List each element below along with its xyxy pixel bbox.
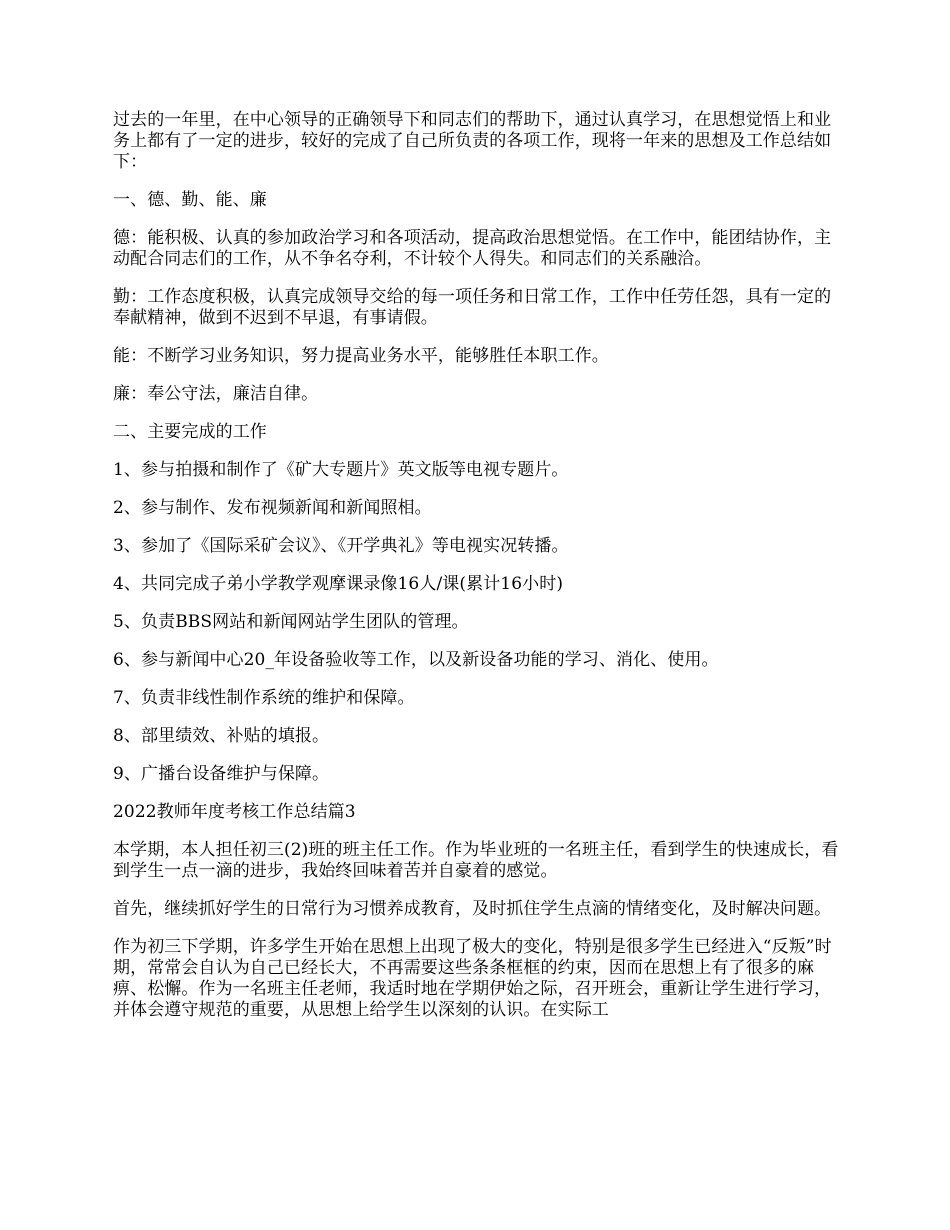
intro-paragraph: 过去的一年里，在中心领导的正确领导下和同志们的帮助下，通过认真学习，在思想觉悟上和业务上都有了一定的进步，较好的完成了自己所负责的各项工作，现将一年来的思想及工作总结如下： [113,110,832,172]
article-title: 2022教师年度考核工作总结篇3 [113,802,356,822]
list-item: 6、参与新闻中心20_年设备验收等工作，以及新设备功能的学习、消化、使用。 [113,650,719,670]
paragraph-de: 德：能积极、认真的参加政治学习和各项活动，提高政治思想觉悟。在工作中，能团结协作，主动配合同志们的工作，从不争名夺利，不计较个人得失。和同志们的关系融洽。 [113,228,832,269]
list-item: 3、参加了《国际采矿会议》、《开学典礼》等电视实况转播。 [113,536,569,556]
paragraph-neng: 能：不断学习业务知识，努力提高业务水平，能够胜任本职工作。 [113,346,609,366]
paragraph-first: 首先，继续抓好学生的日常行为习惯养成教育，及时抓住学生点滴的情绪变化，及时解决问题。 [113,899,832,919]
paragraph-semester: 作为初三下学期，许多学生开始在思想上出现了极大的变化，特别是很多学生已经进入“反叛”时期，常常会自认为自己已经长大，不再需要这些条条框框的约束，因而在思想上有了很多的麻痹、松懈。作为一名班主任老师，我适时地在学期伊始之际，召开班会，重新让学生进行学习，并体会遵守规范的重要，从思想上给学生以深刻的认识。在实际工 [113,937,832,1020]
paragraph-role: 本学期，本人担任初三(2)班的班主任工作。作为毕业班的一名班主任，看到学生的快速成长，看到学生一点一滴的进步，我始终回味着苦并自豪着的感觉。 [113,840,839,881]
list-item: 1、参与拍摄和制作了《矿大专题片》英文版等电视专题片。 [113,460,569,480]
section-heading-1: 一、德、勤、能、廉 [113,190,267,210]
section-heading-2: 二、主要完成的工作 [113,422,267,442]
list-item: 4、共同完成子弟小学教学观摩课录像16人/课(累计16小时) [113,574,564,594]
paragraph-qin: 勤：工作态度积极，认真完成领导交给的每一项任务和日常工作，工作中任劳任怨，具有一定的奉献精神，做到不迟到不早退，有事请假。 [113,287,832,328]
list-item: 8、部里绩效、补贴的填报。 [113,726,330,746]
paragraph-lian: 廉：奉公守法，廉洁自律。 [113,384,319,404]
list-item: 2、参与制作、发布视频新闻和新闻照相。 [113,498,432,518]
document-page [113,110,843,1038]
list-item: 5、负责BBS网站和新闻网站学生团队的管理。 [113,612,469,632]
list-item: 7、负责非线性制作系统的维护和保障。 [113,688,415,708]
list-item: 9、广播台设备维护与保障。 [113,764,330,784]
